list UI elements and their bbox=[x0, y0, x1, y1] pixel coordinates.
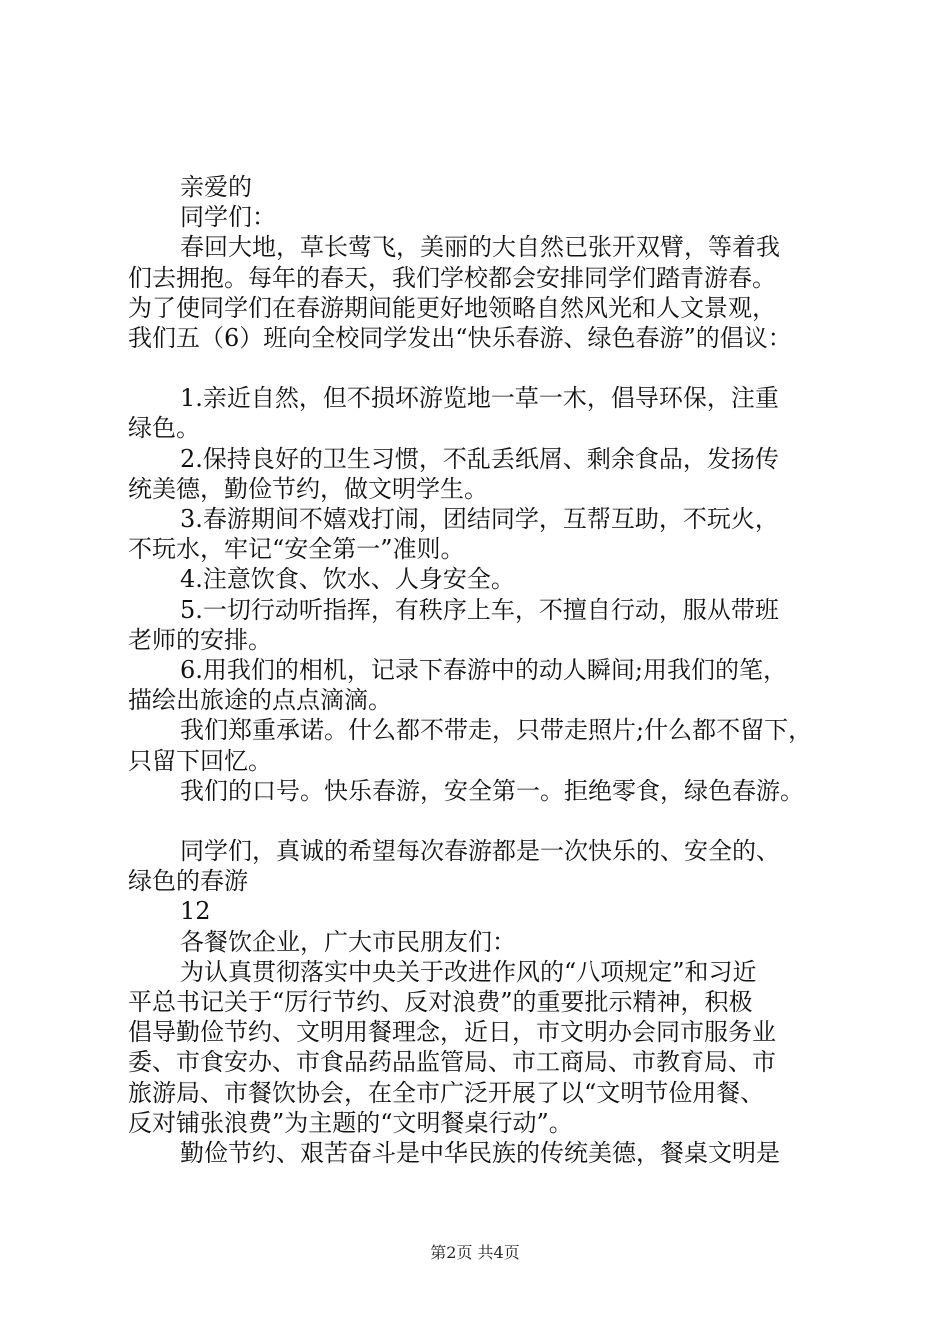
slogan-line: 我们的口号。快乐春游，安全第一。拒绝零食，绿色春游。 bbox=[180, 776, 804, 805]
list-item-line: 2.保持良好的卫生习惯，不乱丢纸屑、剩余食品，发扬传 bbox=[180, 444, 779, 473]
paragraph-line: 为认真贯彻落实中央关于改进作风的“八项规定”和习近 bbox=[180, 957, 757, 986]
list-item-line: 描绘出旅途的点点滴滴。 bbox=[128, 686, 392, 715]
paragraph-line: 旅游局、市餐饮协会，在全市广泛开展了以“文明节俭用餐、 bbox=[128, 1078, 765, 1107]
salutation-line: 各餐饮企业，广大市民朋友们： bbox=[180, 927, 516, 956]
paragraph-line: 同学们，真诚的希望每次春游都是一次快乐的、安全的、 bbox=[180, 837, 780, 866]
paragraph-line: 只留下回忆。 bbox=[128, 746, 272, 775]
paragraph-line: 平总书记关于“厉行节约、反对浪费”的重要批示精神，积极 bbox=[128, 988, 753, 1017]
paragraph-line: 反对铺张浪费”为主题的“文明餐桌行动”。 bbox=[128, 1108, 573, 1137]
blank-line bbox=[128, 353, 844, 383]
paragraph-line: 倡导勤俭节约、文明用餐理念，近日，市文明办会同市服务业 bbox=[128, 1018, 776, 1047]
section-number: 12 bbox=[180, 897, 211, 926]
paragraph-line: 我们郑重承诺。什么都不带走，只带走照片;什么都不留下， bbox=[180, 716, 813, 745]
list-item-line: 6.用我们的相机，记录下春游中的动人瞬间;用我们的笔， bbox=[180, 656, 787, 685]
paragraph-line: 委、市食安办、市食品药品监管局、市工商局、市教育局、市 bbox=[128, 1048, 776, 1077]
document-body bbox=[128, 172, 844, 1168]
paragraph-line: 勤俭节约、艰苦奋斗是中华民族的传统美德，餐桌文明是 bbox=[180, 1139, 780, 1168]
blank-line bbox=[128, 806, 844, 836]
list-item-line: 统美德，勤俭节约，做文明学生。 bbox=[128, 474, 488, 503]
list-item-line: 老师的安排。 bbox=[128, 625, 272, 654]
list-item-line: 5.一切行动听指挥，有秩序上车，不擅自行动，服从带班 bbox=[180, 595, 779, 624]
page-footer: 第2页 共4页 bbox=[430, 1243, 520, 1262]
paragraph-line: 绿色的春游 bbox=[128, 867, 248, 896]
paragraph-line: 我们五（6）班向全校同学发出“快乐春游、绿色春游”的倡议： bbox=[128, 324, 792, 353]
paragraph-line: 为了使同学们在春游期间能更好地领略自然风光和人文景观， bbox=[128, 293, 776, 322]
salutation-line: 同学们： bbox=[180, 203, 276, 232]
list-item-line: 绿色。 bbox=[128, 414, 200, 443]
list-item-line: 1.亲近自然，但不损坏游览地一草一木，倡导环保，注重 bbox=[180, 384, 779, 413]
list-item-line: 4.注意饮食、饮水、人身安全。 bbox=[180, 565, 515, 594]
salutation-line: 亲爱的 bbox=[180, 173, 252, 201]
list-item-line: 不玩水，牢记“安全第一”准则。 bbox=[128, 535, 465, 564]
list-item-line: 3.春游期间不嬉戏打闹，团结同学，互帮互助，不玩火， bbox=[180, 505, 779, 534]
paragraph-line: 们去拥抱。每年的春天，我们学校都会安排同学们踏青游春。 bbox=[128, 263, 776, 292]
paragraph-line: 春回大地，草长莺飞，美丽的大自然已张开双臂，等着我 bbox=[180, 233, 780, 262]
